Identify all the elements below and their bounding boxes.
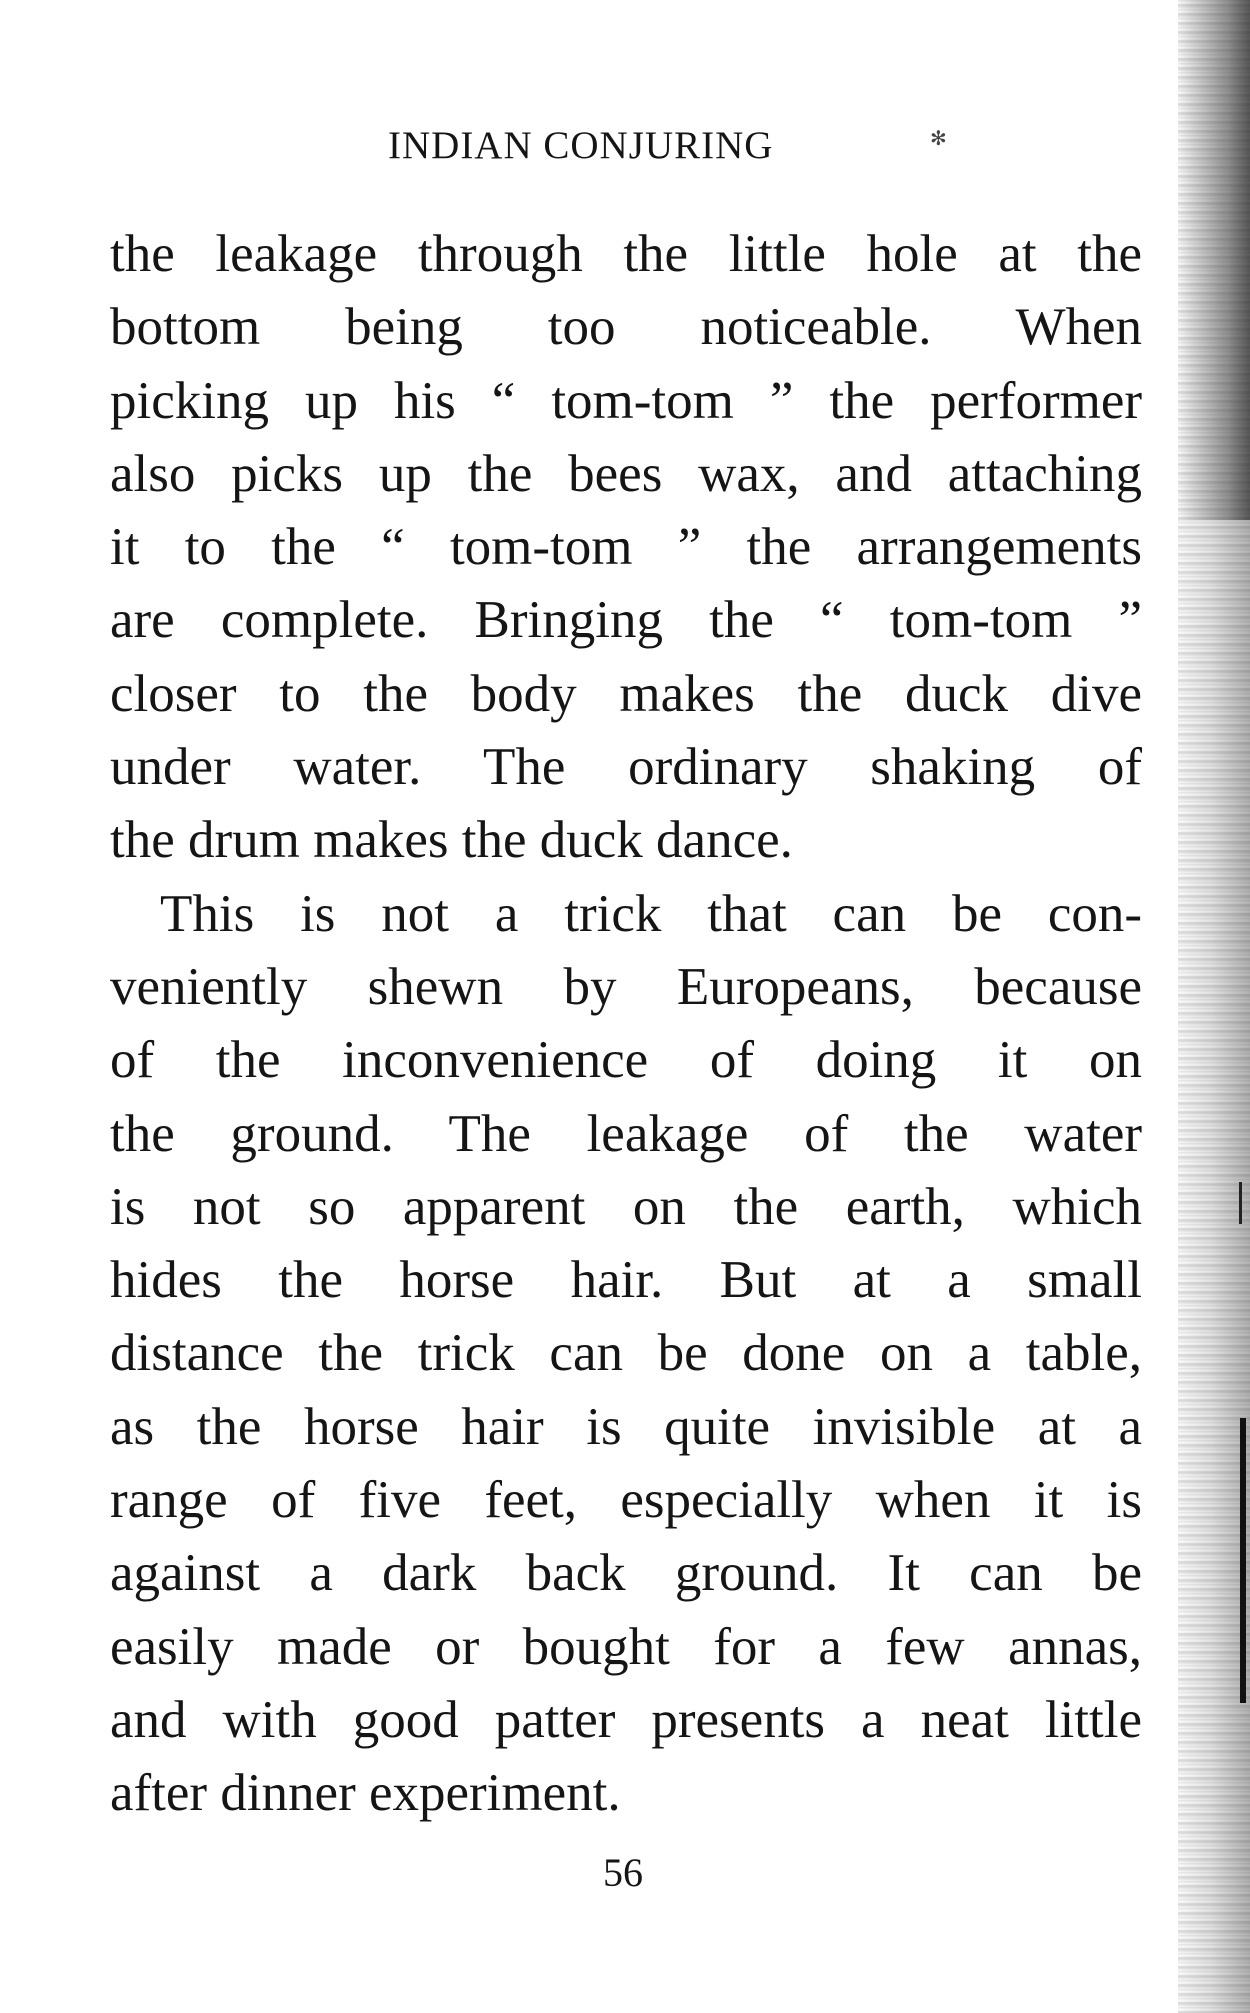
text-line: the drum makes the duck dance. xyxy=(110,811,793,870)
text-line: it to the “ tom-tom ” the arrangements xyxy=(110,518,1142,577)
text-line: against a dark back ground. It can be xyxy=(110,1544,1142,1603)
text-line: also picks up the bees wax, and attaching xyxy=(110,444,1142,503)
text-line: under water. The ordinary shaking of xyxy=(110,738,1142,797)
page-number-container xyxy=(0,1848,1250,1898)
text-line: easily made or bought for a few annas, xyxy=(110,1617,1142,1676)
text-line: hides the horse hair. But at a small xyxy=(110,1251,1142,1310)
text-line: is not so apparent on the earth, which xyxy=(110,1177,1142,1236)
text-line: range of five feet, especially when it is xyxy=(110,1471,1142,1530)
text-line: and with good patter presents a neat little xyxy=(110,1690,1142,1749)
text-block xyxy=(110,218,1142,1831)
text-line: closer to the body makes the duck dive xyxy=(110,664,1142,723)
text-line: picking up his “ tom-tom ” the performer xyxy=(110,371,1142,430)
edge-mark xyxy=(1239,1182,1242,1224)
text-line: after dinner experiment. xyxy=(110,1764,621,1823)
ornament-icon: ✻ xyxy=(930,128,947,150)
running-head: INDIAN CONJURING xyxy=(388,124,774,167)
edge-bar xyxy=(1240,1418,1246,1703)
page-number: 56 xyxy=(603,1850,643,1895)
text-line: the ground. The leakage of the water xyxy=(110,1104,1142,1163)
text-line: of the inconvenience of doing it on xyxy=(110,1031,1142,1090)
text-line: are complete. Bringing the “ tom-tom ” xyxy=(110,591,1142,650)
text-line: This is not a trick that can be con- xyxy=(160,884,1142,943)
text-line: the leakage through the little hole at the xyxy=(110,225,1142,283)
text-line: bottom being too noticeable. When xyxy=(110,298,1142,357)
text-line: as the horse hair is quite invisible at a xyxy=(110,1397,1142,1456)
text-line: veniently shewn by Europeans, because xyxy=(110,957,1142,1016)
page-edge-shadow-top xyxy=(1178,0,1250,520)
text-line: distance the trick can be done on a table, xyxy=(110,1324,1142,1383)
